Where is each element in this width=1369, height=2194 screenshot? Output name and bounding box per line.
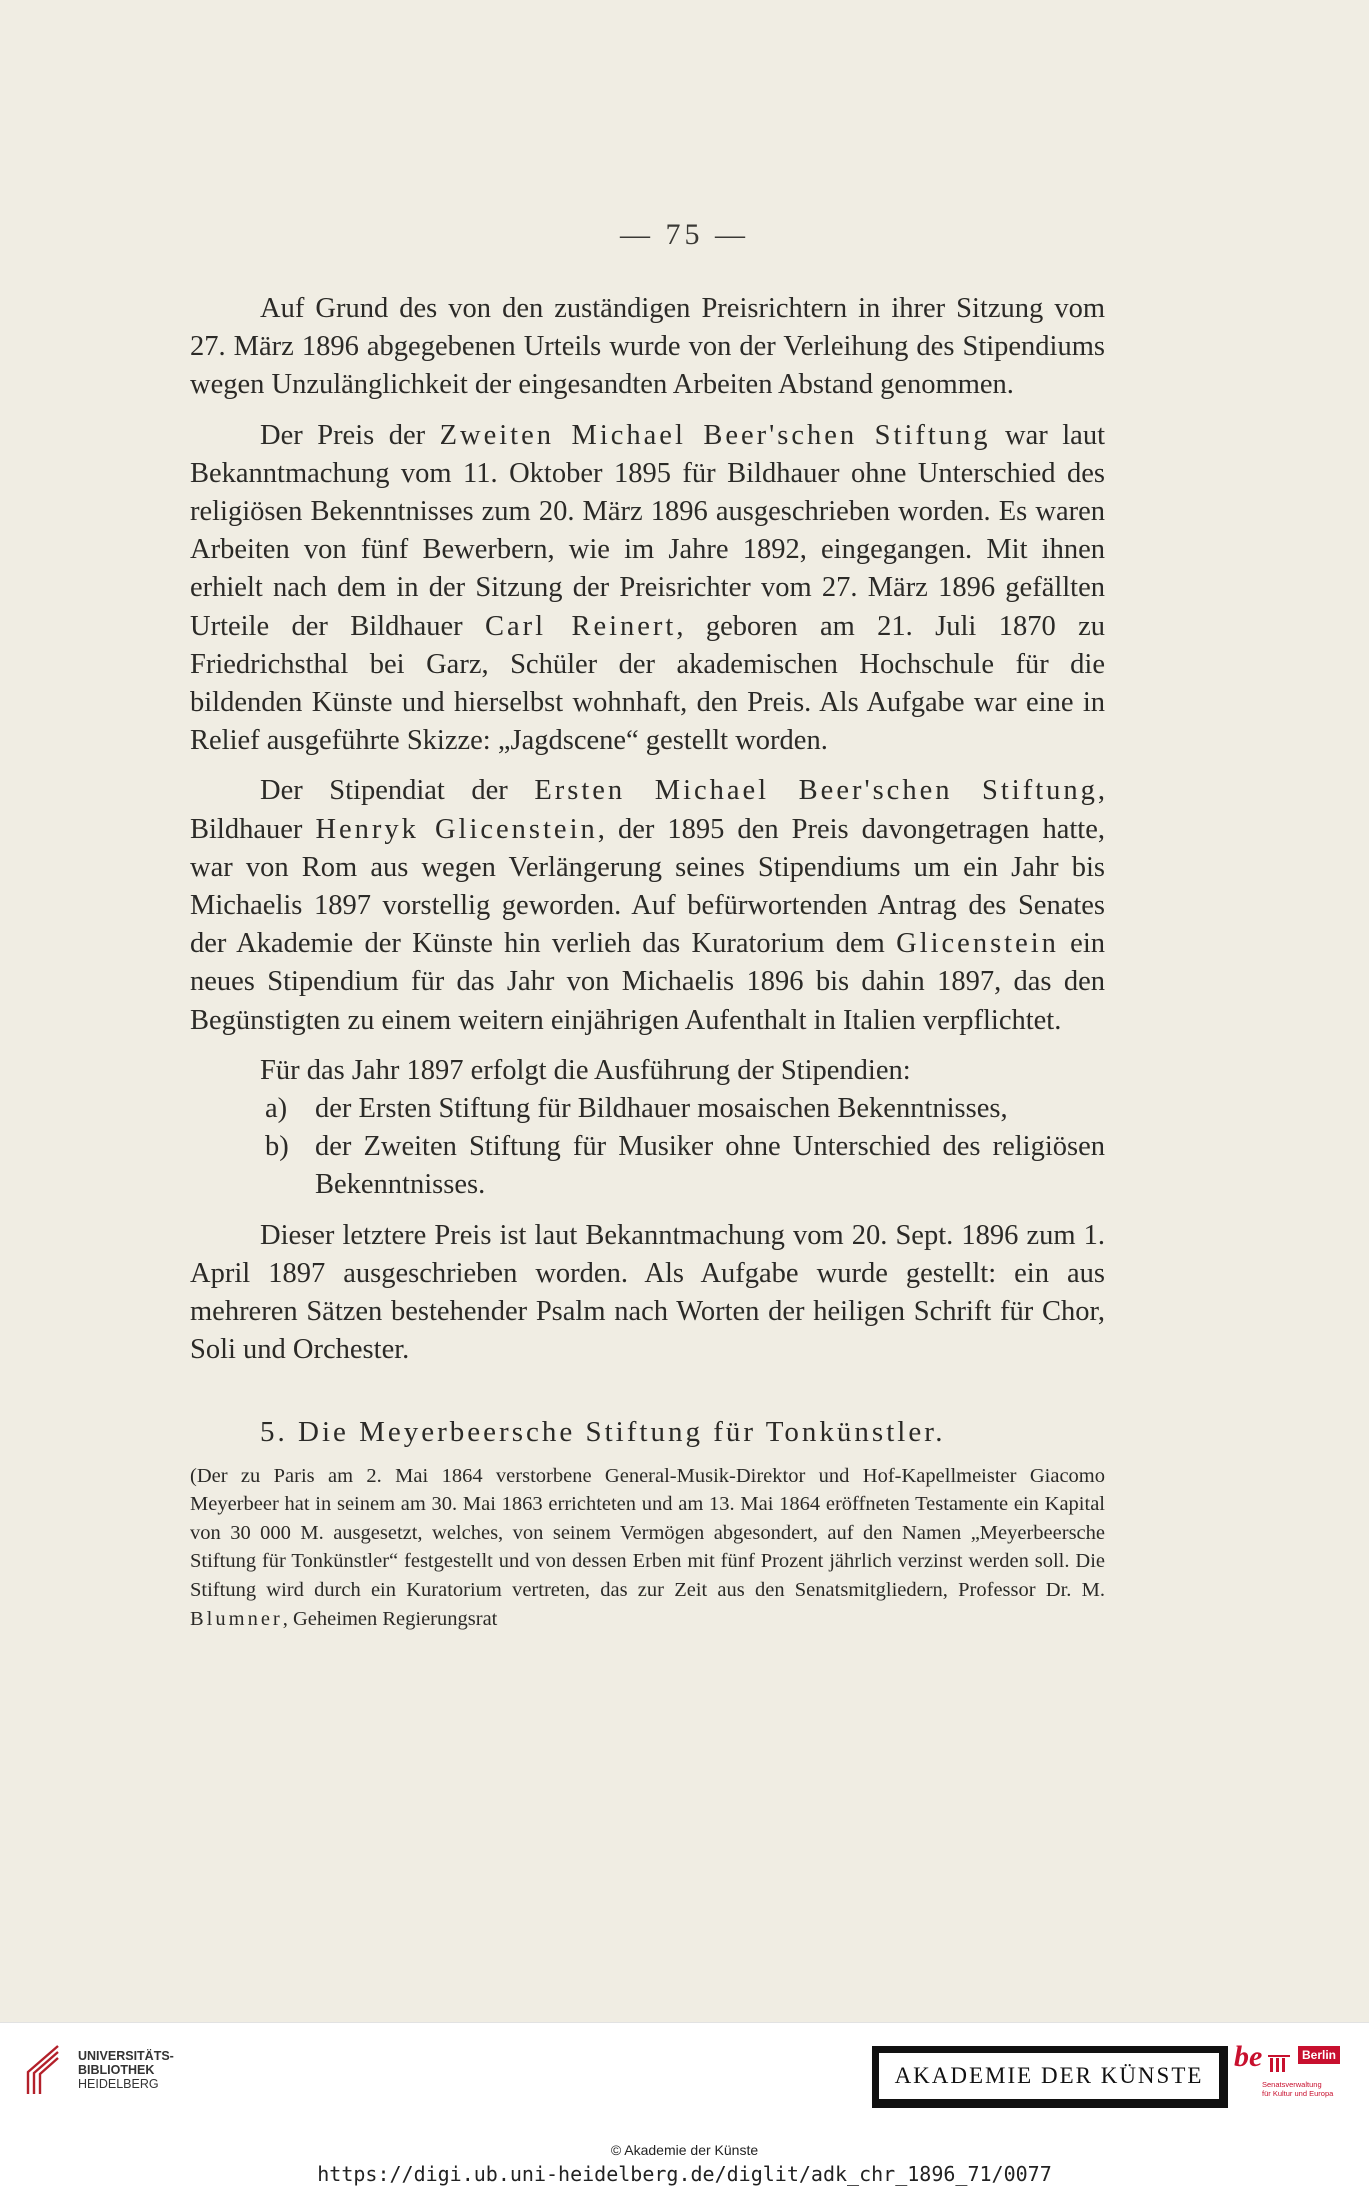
paragraph-3-part: Der Stipendiat der xyxy=(260,775,535,807)
list-item-a xyxy=(190,1090,1105,1128)
paragraph-3-part: ein neues Stipendium für das Jahr von Michaelis 1896 bis dahin 1897, das den Begünstigten zu einem weitern einjährigen Aufenthalt in Italien verpflichtet. xyxy=(190,928,1105,1036)
spaced-name: Blumner xyxy=(190,1607,283,1630)
footnote-paragraph xyxy=(190,1462,1105,1634)
spaced-name: Henryk Glicenstein xyxy=(315,813,598,845)
berlin-sub-line: Senatsverwaltung xyxy=(1262,2080,1322,2089)
akademie-logo[interactable] xyxy=(872,2046,1228,2108)
berlin-word-badge: Berlin xyxy=(1298,2046,1340,2064)
paragraph-3-part: , Bildhauer xyxy=(190,775,1106,845)
paragraph-4: Für das Jahr 1897 erfolgt die Ausführung der Stipendien: xyxy=(260,1054,911,1086)
footer-bar xyxy=(0,2022,1369,2194)
paragraph-2 xyxy=(190,417,1105,761)
paragraph-3-part: , der 1895 den Preis davongetragen hatte, war von Rom aus wegen Verlängerung seines Stipendiums um ein Jahr bis Michaelis 1897 vorstellig geworden. Auf befürwortenden Antrag des Senates der Akademie der Künste hin verlieh das Kuratorium dem xyxy=(190,813,1105,960)
spaced-name: Glicenstein xyxy=(896,928,1059,960)
list-item-text: der Zweiten Stiftung für Musiker ohne Unterschied des religiösen Bekenntnisses. xyxy=(315,1131,1105,1201)
university-library-name[interactable] xyxy=(78,2049,174,2091)
page-number: — 75 — xyxy=(620,218,749,251)
copyright-notice: © Akademie der Künste xyxy=(610,2142,759,2158)
list-item-label: b) xyxy=(265,1131,289,1163)
university-library-logo-icon[interactable] xyxy=(14,2040,76,2100)
uni-line: UNIVERSITÄTS- xyxy=(78,2049,174,2063)
footnote-part: (Der zu Paris am 2. Mai 1864 verstorbene General-Musik-Direktor und Hof-Kapellmeister Giacomo Meyerbeer hat in seinem am 30. Mai 1863 errichteten und am 13. Mai 1864 eröffneten Testamente ein Kapital von 30 000 M. ausgesetzt, welches, von seinem Vermögen abgesondert, auf den Namen „Meyerbeersche Stiftung für Tonkünstler“ festgestellt und von dessen Erben mit fünf Prozent jährlich verzinst werden soll. Die Stiftung wird durch ein Kuratorium vertreten, das zur Zeit aus den Senatsmitgliedern, Professor Dr. M. xyxy=(190,1464,1105,1602)
akademie-logo-text: AKADEMIE DER KÜNSTE xyxy=(878,2052,1220,2100)
berlin-sub-line: für Kultur und Europa xyxy=(1262,2089,1334,2098)
spaced-name: Ersten Michael Beer'schen Stiftung xyxy=(534,775,1098,807)
section-heading: 5. Die Meyerbeersche Stiftung für Tonkünstler. xyxy=(260,1416,946,1449)
list-item-text: der Ersten Stiftung für Bildhauer mosaischen Bekenntnisses, xyxy=(315,1093,1008,1125)
paragraph-5: Dieser letztere Preis ist laut Bekanntmachung vom 20. Sept. 1896 zum 1. April 1897 ausgeschrieben worden. Als Aufgabe wurde gestellt: ein aus mehreren Sätzen bestehender Psalm nach Worten der heiligen Schrift für Chor, Soli und Orchester. xyxy=(190,1219,1105,1366)
paragraph-2-part: , geboren am 21. Juli 1870 zu Friedrichsthal bei Garz, Schüler der akademischen Hochschule für die bildenden Künste und hierselbst wohnhaft, den Preis. Als Aufgabe war eine in Relief ausgeführte Skizze: „Jagdscene“ gestellt worden. xyxy=(190,610,1105,757)
list-item-label: a) xyxy=(265,1093,288,1125)
paragraph-2-part: Der Preis der xyxy=(260,419,440,451)
spaced-name: Zweiten Michael Beer'schen Stiftung xyxy=(439,419,991,451)
footer-divider xyxy=(0,2022,1369,2023)
paragraph-3 xyxy=(190,772,1105,1039)
uni-line: HEIDELBERG xyxy=(78,2077,159,2091)
permalink-url[interactable]: https://digi.ub.uni-heidelberg.de/diglit/adk_chr_1896_71/0077 xyxy=(317,2162,1052,2186)
berlin-brand-text: be xyxy=(1234,2040,1263,2073)
spaced-name: Carl Reinert xyxy=(485,610,677,642)
berlin-bear-icon xyxy=(1268,2052,1298,2074)
page-body xyxy=(190,290,1105,1633)
berlin-subtitle xyxy=(1262,2080,1362,2098)
paragraph-1: Auf Grund des von den zuständigen Preisrichtern in ihrer Sitzung vom 27. März 1896 abgegebenen Urteils wurde von der Verleihung des Stipendiums wegen Unzulänglichkeit der eingesandten Arbeiten Abstand genommen. xyxy=(190,293,1105,401)
footnote-part: , Geheimen Regierungsrat xyxy=(282,1607,498,1630)
list-item-b xyxy=(190,1128,1105,1204)
uni-line: BIBLIOTHEK xyxy=(78,2063,155,2077)
paragraph-2-part: war laut Bekanntmachung vom 11. Oktober 1895 für Bildhauer ohne Unterschied des religiösen Bekenntnisses zum 20. März 1896 ausgeschrieben worden. Es waren Arbeiten von fünf Bewerbern, wie im Jahre 1892, eingegangen. Mit ihnen erhielt nach dem in der Sitzung der Preisrichter vom 27. März 1896 gefällten Urteile der Bildhauer xyxy=(190,419,1105,642)
